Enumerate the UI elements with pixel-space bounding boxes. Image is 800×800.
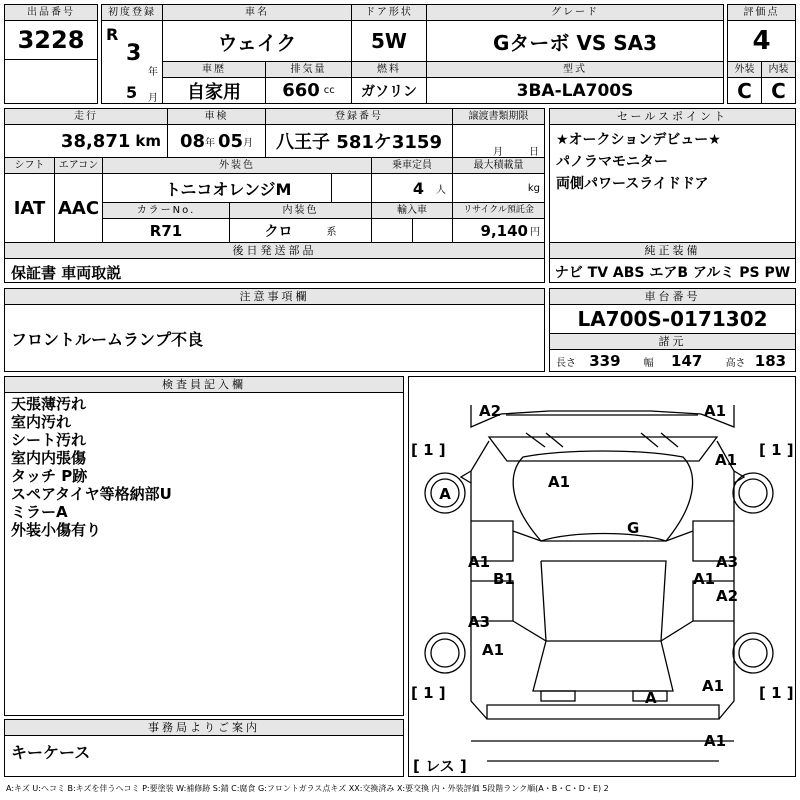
- history: 自家用: [187, 81, 241, 103]
- front-bumper-outline: [471, 405, 734, 427]
- color-label: 外装色: [103, 158, 371, 174]
- interior-grade-cell: [761, 61, 796, 104]
- color-cell: [102, 157, 372, 203]
- shift-cell: [4, 157, 55, 243]
- height: 183: [754, 352, 787, 370]
- legend: A:キズ U:ヘコミ B:キズを伴うヘコミ P:要塗装 W:補修跡 S:錆 C:腐食 G:フロントガラス点キズ XX:交換済み X:要交換 内・外装評価 5段階ランク順(A・B・C・D・E) 2: [6, 784, 609, 793]
- doors-label: ドア形状: [352, 5, 426, 21]
- load-unit: kg: [527, 182, 540, 194]
- later-parts-text: 保証書 車両取説: [11, 264, 122, 282]
- transfer-day-unit: 日: [529, 147, 539, 158]
- model-cell: [426, 61, 724, 104]
- ac: AAC: [57, 197, 100, 219]
- color-no-cell: [102, 202, 230, 243]
- width-label: 幅: [643, 358, 654, 369]
- car-diagram-box: [408, 376, 796, 777]
- wheel-front-right-inner: [739, 479, 767, 507]
- later-parts-label: 後日発送部品: [5, 243, 544, 259]
- reg-month: 5: [126, 83, 138, 102]
- damage-mark: A1: [468, 553, 491, 571]
- damage-mark: A: [645, 689, 657, 707]
- equipment-box: [549, 242, 796, 283]
- hood-grille: [526, 433, 678, 447]
- fuel: ガソリン: [361, 83, 417, 100]
- interior-color-cell: [229, 202, 372, 243]
- interior-grade-label: 内装: [762, 62, 795, 78]
- damage-mark: A1: [702, 677, 725, 695]
- damage-mark: A2: [716, 587, 739, 605]
- mileage-cell: [4, 108, 168, 158]
- chassis-box: [549, 288, 796, 334]
- rear-bumper-outline: [487, 705, 719, 719]
- damage-mark: A3: [716, 553, 739, 571]
- caution-label: 注意事項欄: [5, 289, 544, 305]
- equipment-text: ナビ TV ABS エアB アルミ PS PW: [554, 265, 791, 281]
- plate-number: 八王子 581ケ3159: [276, 132, 442, 153]
- rear-lower-line: [471, 741, 734, 761]
- damage-mark: A1: [715, 451, 738, 469]
- inspector-box: [4, 376, 404, 716]
- exterior-grade-cell: [727, 61, 762, 104]
- ac-cell: [54, 157, 103, 243]
- mileage-label: 走行: [5, 109, 167, 125]
- recycle-cell: [452, 202, 545, 243]
- color-no-label: カラーNo.: [103, 203, 229, 219]
- recycle-fee: 9,140: [480, 221, 528, 240]
- lot-number-label: 出品番号: [5, 5, 97, 21]
- inspector-note: タッチ P跡: [11, 467, 88, 485]
- import-divider: [412, 219, 413, 242]
- transfer-label: 譲渡書類期限: [453, 109, 544, 125]
- office-text: キーケース: [11, 743, 91, 762]
- sales-point-item: 両側パワースライドドア: [556, 176, 709, 192]
- lot-number: 3228: [17, 26, 85, 54]
- roof-outline: [513, 451, 692, 541]
- inspector-note: ミラーA: [11, 503, 68, 521]
- inspector-note: 外装小傷有り: [11, 521, 102, 539]
- score-label: 評価点: [728, 5, 795, 21]
- capacity: 4: [412, 178, 424, 198]
- damage-mark: A2: [479, 402, 502, 420]
- roof-curve: [541, 534, 666, 542]
- grade: Gターボ VS SA3: [492, 30, 658, 55]
- sales-point-item: パノラマモニター: [556, 154, 668, 170]
- grade-label: グレード: [427, 5, 723, 21]
- right-pillar: [661, 531, 693, 641]
- shift: IAT: [13, 197, 46, 219]
- left-mirror: [461, 471, 471, 483]
- lot-number-cell: [4, 4, 98, 60]
- displacement-label: 排気量: [266, 62, 351, 78]
- exterior-grade-label: 外装: [728, 62, 761, 78]
- left-side-outline: [471, 441, 489, 719]
- car-name-label: 車名: [163, 5, 351, 21]
- import-cell: [371, 202, 453, 243]
- inspector-note: 室内汚れ: [11, 413, 72, 431]
- model-label: 型式: [427, 62, 723, 78]
- displacement: 660: [282, 80, 320, 101]
- fuel-cell: [351, 61, 427, 104]
- later-parts-box: [4, 242, 545, 283]
- damage-mark: A1: [693, 570, 716, 588]
- mileage: 38,871: [60, 130, 131, 152]
- recycle-unit: 円: [530, 227, 540, 238]
- damage-mark: A3: [468, 613, 491, 631]
- damage-mark: G: [627, 519, 640, 537]
- car-name: ウェイク: [217, 30, 297, 55]
- load-label: 最大積載量: [453, 158, 544, 174]
- damage-mark: A: [439, 485, 451, 503]
- doors-cell: [351, 4, 427, 62]
- right-mirror: [734, 471, 744, 483]
- mileage-unit: km: [135, 132, 161, 150]
- bracket-front-left: [ 1 ]: [411, 441, 446, 459]
- damage-mark: A1: [704, 402, 727, 420]
- reg-year: 3: [126, 41, 142, 66]
- recycle-label: リサイクル預託金: [453, 203, 544, 219]
- load-cell: [452, 157, 545, 203]
- score: 4: [752, 26, 771, 56]
- bracket-front-right: [ 1 ]: [759, 441, 794, 459]
- displacement-cell: [265, 61, 352, 104]
- wheel-rear-left-inner: [431, 639, 459, 667]
- dimensions-label: 諸元: [550, 334, 795, 350]
- grade-cell: [426, 4, 724, 62]
- dimensions-box: [549, 333, 796, 372]
- bracket-rear-right: [ 1 ]: [759, 684, 794, 702]
- lot-blank-cell: [4, 59, 98, 104]
- era: R: [106, 25, 119, 44]
- rear-plate-left: [541, 691, 575, 701]
- damage-mark: A1: [482, 641, 505, 659]
- inspection-year: 08: [179, 130, 205, 152]
- color-divider: [331, 174, 332, 202]
- inspector-note: シート汚れ: [11, 431, 87, 449]
- color-no: R71: [149, 221, 183, 240]
- sales-points-label: セールスポイント: [550, 109, 795, 125]
- office-box: [4, 719, 404, 777]
- left-pillar: [513, 531, 546, 641]
- reg-year-unit: 年: [148, 67, 158, 78]
- model: 3BA-LA700S: [516, 80, 634, 101]
- fuel-label: 燃料: [352, 62, 426, 78]
- bracket-rear-left: [ 1 ]: [411, 684, 446, 702]
- chassis-number: LA700S-0171302: [577, 307, 768, 331]
- caution-text: フロントルームランプ不良: [11, 330, 204, 349]
- inspector-label: 検査員記入欄: [5, 377, 403, 393]
- first-registration-cell: [101, 4, 163, 104]
- interior-color-label: 内装色: [230, 203, 371, 219]
- shift-label: シフト: [5, 158, 54, 174]
- capacity-cell: [371, 157, 453, 203]
- inspection-year-unit: 年: [205, 137, 215, 149]
- inspection-label: 車検: [168, 109, 265, 125]
- inspection-month-unit: 月: [243, 137, 254, 149]
- equipment-label: 純正装備: [550, 243, 795, 259]
- capacity-label: 乗車定員: [372, 158, 452, 174]
- exterior-color: トニコオレンジM: [165, 179, 292, 199]
- transfer-month-unit: 月: [493, 147, 503, 158]
- width: 147: [671, 352, 703, 370]
- plate-label: 登録番号: [266, 109, 452, 125]
- sales-point-item: ★オークションデビュー★: [556, 132, 721, 148]
- transfer-cell: [452, 108, 545, 158]
- length: 339: [589, 352, 621, 370]
- car-diagram: [409, 377, 795, 776]
- wheel-rear-right-inner: [739, 639, 767, 667]
- damage-mark: A1: [704, 732, 727, 750]
- inspection-cell: [167, 108, 266, 158]
- damage-mark: B1: [493, 570, 515, 588]
- chassis-label: 車台番号: [550, 289, 795, 305]
- displacement-unit: cc: [323, 85, 335, 96]
- height-label: 高さ: [725, 358, 746, 369]
- interior-color: クロ: [264, 223, 293, 240]
- sales-points-box: [549, 108, 796, 243]
- caution-box: [4, 288, 545, 372]
- doors: 5W: [371, 29, 407, 53]
- history-cell: [162, 61, 266, 104]
- interior-grade: C: [771, 78, 786, 103]
- exterior-grade: C: [737, 78, 752, 103]
- length-label: 長さ: [556, 358, 576, 369]
- bracket-spare: [ レス ]: [413, 757, 467, 775]
- rear-window: [533, 641, 673, 691]
- damage-mark: A1: [548, 473, 571, 491]
- import-label: 輸入車: [372, 203, 452, 219]
- inspector-note: 天張薄汚れ: [11, 395, 87, 413]
- interior-color-unit: 系: [326, 227, 337, 238]
- first-registration-label: 初度登録: [102, 5, 162, 21]
- history-label: 車歴: [163, 62, 265, 78]
- inspector-note: スペアタイヤ等格納部U: [11, 485, 172, 503]
- plate-cell: [265, 108, 453, 158]
- inspection-month: 05: [218, 130, 244, 152]
- ac-label: エアコン: [55, 158, 102, 174]
- reg-month-unit: 月: [148, 93, 158, 104]
- office-label: 事務局よりご案内: [5, 720, 403, 736]
- inspector-note: 室内内張傷: [11, 449, 87, 467]
- car-name-cell: [162, 4, 352, 62]
- cabin-floor: [541, 561, 666, 641]
- score-cell: [727, 4, 796, 62]
- capacity-unit: 人: [436, 184, 446, 196]
